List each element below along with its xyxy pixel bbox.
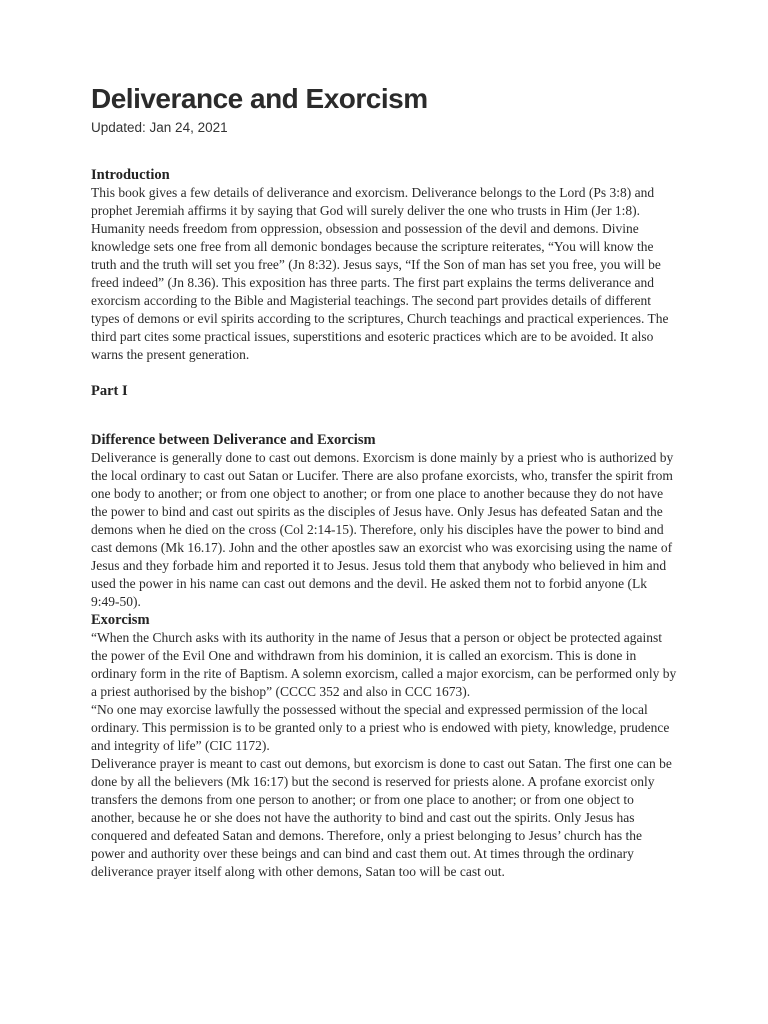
paragraph-introduction: This book gives a few details of deliverance and exorcism. Deliverance belongs to the Lord (Ps 3:8) and prophet Jeremiah affirms it by saying that God will surely deliver the one who trusts in Him (Jer 1:8). Humanity needs freedom from oppression, obsession and possession of the devil and demons. Divine knowledge sets one free from all demonic bondages because the scripture reiterates, “You will know the truth and the truth will set you free” (Jn 8:32). Jesus says, “If the Son of man has set you free, you will be freed indeed” (Jn 8.36). This exposition has three parts. The first part explains the terms deliverance and exorcism according to the Bible and Magisterial teachings. The second part provides details of different types of demons or evil spirits according to the scriptures, Church teachings and practical experiences. The third part cites some practical issues, superstitions and esoteric practices which are to be avoided. It also warns the present generation. [91,185,669,362]
section-heading-exorcism: Exorcism [91,612,150,628]
section-heading-introduction: Introduction [91,167,170,183]
section-heading-difference: Difference between Deliverance and Exorcism [91,432,376,448]
paragraph-exorcism-quote-cic: “No one may exorcise lawfully the possessed without the special and expressed permission of the local ordinary. This permission is to be granted only to a priest who is endowed with piety, knowledge, prudence and integrity of life” (CIC 1172). [91,702,670,753]
paragraph-exorcism-deliverance: Deliverance prayer is meant to cast out demons, but exorcism is done to cast out Satan. The first one can be done by all the believers (Mk 16:17) but the second is reserved for priests alone. A profane exorcist only transfers the demons from one person to another; or from one place to another; or from one object to another, because he or she does not have the authority to bind and cast out the spirits. Only Jesus has conquered and defeated Satan and demons. Therefore, only a priest belonging to Jesus’ church has the power and authority over these beings and can bind and cast them out. At times through the ordinary deliverance prayer itself along with other demons, Satan too will be cast out. [91,756,672,879]
paragraph-difference: Deliverance is generally done to cast out demons. Exorcism is done mainly by a priest who is authorized by the local ordinary to cast out Satan or Lucifer. There are also profane exorcists, who, transfer the spirit from one body to another; or from one object to another; or from one place to another because they do not have the power to bind and cast out spirits as the disciples of Jesus have. Only Jesus has defeated Satan and the demons when he died on the cross (Col 2:14-15). Therefore, only his disciples have the power to bind and cast demons (Mk 16.17). John and the other apostles saw an exorcist who was exorcising using the name of Jesus and they forbade him and reported it to Jesus. Jesus told them that anybody who believed in him and used the power in his name can cast out demons and the devil. He asked them not to forbid anyone (Lk 9:49-50). [91,450,674,609]
document-title: Deliverance and Exorcism [91,83,428,114]
section-heading-part-1: Part I [91,383,128,399]
updated-date: Updated: Jan 24, 2021 [91,120,228,135]
paragraph-exorcism-quote-cccc: “When the Church asks with its authority in the name of Jesus that a person or object be protected against the power of the Evil One and withdrawn from his dominion, it is called an exorcism. This is done in ordinary form in the rite of Baptism. A solemn exorcism, called a major exorcism, can be performed only by a priest authorised by the bishop” (CCCC 352 and also in CCC 1673). [91,630,677,699]
